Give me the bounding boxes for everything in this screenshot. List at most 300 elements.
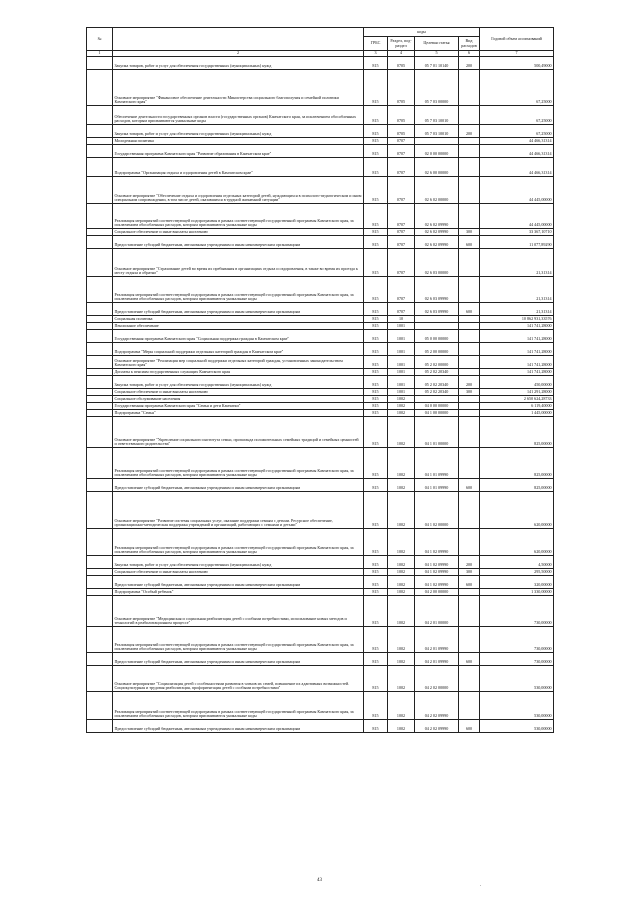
cell-sec: 1002 — [388, 589, 415, 596]
cell-name: Обеспечение деятельности государственных органов власти (государственных органов) Камчатского края, за исключением обособленных расходов, которым присваиваются уникальные коды — [113, 106, 364, 125]
table-row — [87, 576, 554, 589]
row-number-cell — [87, 369, 113, 376]
cell-type — [459, 369, 480, 376]
cell-grbs: 815 — [364, 417, 388, 448]
cell-type — [459, 323, 480, 330]
cell-name: Основное мероприятие "Страхование детей во время их пребывания в организациях отдыха и оздоровления, в также во время их проезда к месту отдыха и обратно" — [113, 249, 364, 277]
cell-sec: 1002 — [388, 529, 415, 556]
cell-art: 04 2 02 00000 — [415, 666, 459, 692]
cell-name: Подпрограмма "Меры социальной поддержки отдельных категорий граждан в Камчатском крае" — [113, 343, 364, 356]
table-row — [87, 692, 554, 720]
header-amount: Годовой объем ассигнований — [480, 28, 554, 51]
cell-name: Подпрограмма "Особый ребенок" — [113, 589, 364, 596]
cell-sec: 1001 — [388, 389, 415, 396]
table-row — [87, 410, 554, 417]
header-name — [113, 28, 364, 51]
cell-grbs: 815 — [364, 303, 388, 316]
cell-type: 300 — [459, 569, 480, 576]
cell-sum: 825,00000 — [480, 448, 554, 479]
column-index: 7 — [480, 51, 554, 57]
cell-type — [459, 106, 480, 125]
cell-sec: 0707 — [388, 249, 415, 277]
cell-grbs: 815 — [364, 343, 388, 356]
row-number-cell — [87, 448, 113, 479]
table-row — [87, 204, 554, 229]
cell-name: Социальное обеспечение и иные выплаты населению — [113, 569, 364, 576]
cell-name: Закупка товаров, работ и услуг для обеспечения государственных (муниципальных) нужд — [113, 125, 364, 138]
cell-sum: 44 445,00000 — [480, 204, 554, 229]
cell-name: Закупка товаров, работ и услуг для обеспечения государственных (муниципальных) нужд — [113, 376, 364, 389]
cell-grbs: 815 — [364, 666, 388, 692]
cell-sum: 44 466,31314 — [480, 145, 554, 158]
cell-grbs: 815 — [364, 653, 388, 666]
cell-sum: 2 650 624,28733 — [480, 396, 554, 403]
cell-type: 600 — [459, 479, 480, 492]
column-index: 3 — [364, 51, 388, 57]
cell-grbs: 815 — [364, 396, 388, 403]
cell-grbs: 815 — [364, 316, 388, 323]
cell-grbs: 815 — [364, 369, 388, 376]
header-section: Раздел, под-раздел — [388, 37, 415, 51]
cell-name: Молодежная политика — [113, 138, 364, 145]
cell-grbs: 815 — [364, 596, 388, 627]
cell-type: 200 — [459, 57, 480, 70]
row-number-cell — [87, 529, 113, 556]
cell-art: 05 7 03 00000 — [415, 70, 459, 106]
cell-grbs: 815 — [364, 627, 388, 653]
header-num: № — [87, 28, 113, 51]
table-row — [87, 125, 554, 138]
table-row — [87, 369, 554, 376]
cell-grbs: 815 — [364, 236, 388, 249]
cell-art: 04 1 02 09990 — [415, 569, 459, 576]
cell-grbs: 815 — [364, 410, 388, 417]
cell-sum: 450,00000 — [480, 376, 554, 389]
table-row — [87, 653, 554, 666]
row-number-cell — [87, 145, 113, 158]
cell-grbs: 815 — [364, 479, 388, 492]
cell-name: Предоставление субсидий бюджетным, автономным учреждениям и иным некоммерческим организациям — [113, 236, 364, 249]
column-index: 2 — [113, 51, 364, 57]
cell-name: Реализация мероприятий соответствующей подпрограммы в рамках соответствующей государственной программы Камчатского края, за исключением обособленных расходов, которым присваиваются уникальные коды — [113, 529, 364, 556]
row-number-cell — [87, 236, 113, 249]
row-number-cell — [87, 57, 113, 70]
cell-art: 04 2 02 09990 — [415, 692, 459, 720]
cell-sec: 10 — [388, 316, 415, 323]
cell-art: 02 6 02 00000 — [415, 177, 459, 204]
cell-sec: 0705 — [388, 106, 415, 125]
row-number-cell — [87, 323, 113, 330]
cell-name: Закупка товаров, работ и услуг для обеспечения государственных (муниципальных) нужд — [113, 556, 364, 569]
cell-name: Основное мероприятие "Медицинская и социальная реабилитация детей с особыми потребностями, использование новых методов и технологий в реабилитационном процессе" — [113, 596, 364, 627]
cell-name: Социальное обеспечение и иные выплаты населению — [113, 229, 364, 236]
row-number-cell — [87, 229, 113, 236]
cell-sum: 730,00000 — [480, 627, 554, 653]
header-article: Целевая статья — [415, 37, 459, 51]
cell-art: 05 2 02 20340 — [415, 376, 459, 389]
cell-sec: 1001 — [388, 343, 415, 356]
cell-sum: 141 741,28000 — [480, 369, 554, 376]
cell-sec: 1002 — [388, 720, 415, 733]
cell-grbs: 815 — [364, 692, 388, 720]
table-row — [87, 403, 554, 410]
cell-sec: 1002 — [388, 666, 415, 692]
cell-type — [459, 666, 480, 692]
table-row — [87, 236, 554, 249]
cell-name: Подпрограмма "Семья" — [113, 410, 364, 417]
cell-sum: 21,31314 — [480, 249, 554, 277]
row-number-cell — [87, 627, 113, 653]
cell-type: 300 — [459, 389, 480, 396]
row-number-cell — [87, 70, 113, 106]
cell-grbs: 815 — [364, 330, 388, 343]
cell-sum: 141 291,28000 — [480, 389, 554, 396]
cell-name: Реализация мероприятий соответствующей подпрограммы в рамках соответствующей государственной программы Камчатского края, за исключением обособленных расходов, которым присваиваются уникальные коды — [113, 627, 364, 653]
header-grbs: ГРБС — [364, 37, 388, 51]
table-row — [87, 627, 554, 653]
cell-type: 600 — [459, 653, 480, 666]
cell-sec: 1002 — [388, 403, 415, 410]
cell-type — [459, 448, 480, 479]
cell-type — [459, 417, 480, 448]
cell-name: Пенсионное обеспечение — [113, 323, 364, 330]
cell-sec: 1002 — [388, 556, 415, 569]
cell-sum: 500,49000 — [480, 57, 554, 70]
cell-type — [459, 177, 480, 204]
cell-sum: 67,25000 — [480, 70, 554, 106]
cell-sum: 825,00000 — [480, 417, 554, 448]
cell-art: 04 2 00 00000 — [415, 589, 459, 596]
cell-art: 02 6 03 00000 — [415, 249, 459, 277]
cell-type — [459, 249, 480, 277]
cell-sec: 1001 — [388, 356, 415, 369]
cell-sec: 1001 — [388, 323, 415, 330]
table-row — [87, 303, 554, 316]
row-number-cell — [87, 303, 113, 316]
table-row — [87, 529, 554, 556]
row-number-cell — [87, 356, 113, 369]
cell-type: 600 — [459, 720, 480, 733]
table-row — [87, 229, 554, 236]
cell-name: Реализация мероприятий соответствующей подпрограммы в рамках соответствующей государственной программы Камчатского края, за исключением обособленных расходов, которым присваиваются уникальные коды — [113, 692, 364, 720]
cell-sum: 530,00000 — [480, 666, 554, 692]
row-number-cell — [87, 479, 113, 492]
cell-name: Реализация мероприятий соответствующей подпрограммы в рамках соответствующей государственной программы Камчатского края, за исключением обособленных расходов, которым присваиваются уникальные коды — [113, 448, 364, 479]
cell-grbs: 815 — [364, 145, 388, 158]
table-row — [87, 569, 554, 576]
cell-sec: 1002 — [388, 410, 415, 417]
row-number-cell — [87, 720, 113, 733]
row-number-cell — [87, 692, 113, 720]
cell-name: Социальное обеспечение и иные выплаты населению — [113, 389, 364, 396]
cell-name: Основное мероприятие "Реализация мер социальной поддержки отдельных категорий граждан, установленных законодательством Камчатского края" — [113, 356, 364, 369]
table-row — [87, 277, 554, 303]
row-number-cell — [87, 492, 113, 529]
table-row — [87, 138, 554, 145]
cell-type — [459, 316, 480, 323]
cell-type: 600 — [459, 236, 480, 249]
cell-name: Основное мероприятие "Социализация детей с особенностями развития в членов их семей, повышение их адаптивных возможностей. Социокультурная и трудовая реабилитация, профориентация детей с особыми потребностями" — [113, 666, 364, 692]
table-row — [87, 417, 554, 448]
cell-sec: 1002 — [388, 492, 415, 529]
header-codes: коды — [364, 28, 480, 37]
cell-art: 04 2 01 09990 — [415, 653, 459, 666]
table-row — [87, 158, 554, 177]
cell-sum: 730,00000 — [480, 653, 554, 666]
cell-art: 04 1 02 00000 — [415, 492, 459, 529]
cell-grbs: 815 — [364, 556, 388, 569]
cell-type — [459, 403, 480, 410]
cell-type — [459, 145, 480, 158]
cell-type: 200 — [459, 125, 480, 138]
cell-art: 04 1 01 09990 — [415, 479, 459, 492]
cell-art: 05 2 02 20340 — [415, 389, 459, 396]
row-number-cell — [87, 417, 113, 448]
table-row — [87, 376, 554, 389]
row-number-cell — [87, 589, 113, 596]
cell-name: Предоставление субсидий бюджетным, автономным учреждениям и иным некоммерческим организациям — [113, 720, 364, 733]
cell-grbs: 815 — [364, 569, 388, 576]
cell-art: 02 6 02 09990 — [415, 229, 459, 236]
cell-name: Основное мероприятие "Финансовое обеспечение деятельности Министерства социального благополучия и семейной политики Камчатского края" — [113, 70, 364, 106]
cell-art: 02 6 02 09990 — [415, 204, 459, 229]
table-row — [87, 70, 554, 106]
cell-sec: 1001 — [388, 330, 415, 343]
table-row — [87, 316, 554, 323]
cell-sum: 10 862 931,33576 — [480, 316, 554, 323]
table-row — [87, 556, 554, 569]
cell-art: 04 1 02 09990 — [415, 529, 459, 556]
column-index: 1 — [87, 51, 113, 57]
cell-sum: 730,00000 — [480, 596, 554, 627]
cell-type — [459, 277, 480, 303]
column-index: 5 — [415, 51, 459, 57]
table-row — [87, 177, 554, 204]
cell-art: 04 0 00 00000 — [415, 403, 459, 410]
cell-sum: 1 330,00000 — [480, 589, 554, 596]
cell-grbs: 815 — [364, 249, 388, 277]
cell-sum: 320,00000 — [480, 576, 554, 589]
table-row — [87, 343, 554, 356]
cell-grbs: 815 — [364, 403, 388, 410]
cell-sum: 620,00000 — [480, 529, 554, 556]
row-number-cell — [87, 403, 113, 410]
cell-name: Основное мероприятие "Обеспечение отдыха и оздоровления отдельных категорий детей, нуждающихся в психолого-педагогическом и ином специальном сопровождении, в том числе детей, оказавшихся в трудной жизненной ситуации" — [113, 177, 364, 204]
cell-name: Государственная программа Камчатского края "Социальная поддержка граждан в Камчатском крае" — [113, 330, 364, 343]
cell-art — [415, 396, 459, 403]
cell-name: Основное мероприятие "Укрепление социального института семьи, пропаганда положительных семейных традиций и семейных ценностей и ответственного родительства" — [113, 417, 364, 448]
cell-sec: 1002 — [388, 576, 415, 589]
cell-type — [459, 330, 480, 343]
table-row — [87, 448, 554, 479]
cell-sec: 1002 — [388, 627, 415, 653]
row-number-cell — [87, 343, 113, 356]
table-row — [87, 145, 554, 158]
cell-type — [459, 396, 480, 403]
cell-sum: 620,00000 — [480, 492, 554, 529]
cell-sec: 1002 — [388, 448, 415, 479]
cell-sum: 295,50000 — [480, 569, 554, 576]
cell-sum: 530,00000 — [480, 720, 554, 733]
cell-grbs: 815 — [364, 720, 388, 733]
cell-name: Государственная программа Камчатского края "Развитие образования в Камчатском крае" — [113, 145, 364, 158]
row-number-cell — [87, 177, 113, 204]
table-row — [87, 356, 554, 369]
cell-sec: 1002 — [388, 653, 415, 666]
row-number-cell — [87, 158, 113, 177]
cell-art: 04 2 01 09990 — [415, 627, 459, 653]
cell-type — [459, 204, 480, 229]
cell-name: Социальное обслуживание населения — [113, 396, 364, 403]
cell-type — [459, 589, 480, 596]
cell-name: Государственная программа Камчатского края "Семья и дети Камчатки" — [113, 403, 364, 410]
cell-type — [459, 529, 480, 556]
cell-type — [459, 627, 480, 653]
row-number-cell — [87, 376, 113, 389]
cell-sum: 141 741,28000 — [480, 323, 554, 330]
cell-name: Реализация мероприятий соответствующей подпрограммы в рамках соответствующей государственной программы Камчатского края, за исключением обособленных расходов, которым присваиваются уникальные коды — [113, 204, 364, 229]
cell-name: Предоставление субсидий бюджетным, автономным учреждениям и иным некоммерческим организациям — [113, 303, 364, 316]
cell-sec: 0705 — [388, 70, 415, 106]
cell-art: 02 0 00 00000 — [415, 145, 459, 158]
cell-type — [459, 492, 480, 529]
cell-art — [415, 138, 459, 145]
cell-type — [459, 596, 480, 627]
footer-mark: . — [480, 883, 482, 888]
cell-art: 02 6 00 00000 — [415, 158, 459, 177]
cell-name: Предоставление субсидий бюджетным, автономным учреждениям и иным некоммерческим организациям — [113, 576, 364, 589]
table-row — [87, 57, 554, 70]
row-number-cell — [87, 277, 113, 303]
cell-art: 05 2 00 00000 — [415, 343, 459, 356]
cell-grbs: 815 — [364, 529, 388, 556]
cell-type — [459, 343, 480, 356]
row-number-cell — [87, 396, 113, 403]
cell-name: Доплаты к пенсиям государственных служащих Камчатского края — [113, 369, 364, 376]
cell-art: 05 0 00 00000 — [415, 330, 459, 343]
column-index: 4 — [388, 51, 415, 57]
cell-sec: 1002 — [388, 596, 415, 627]
cell-sec: 0707 — [388, 204, 415, 229]
table-row — [87, 589, 554, 596]
cell-sum: 33 367,10710 — [480, 229, 554, 236]
row-number-cell — [87, 556, 113, 569]
cell-grbs: 815 — [364, 125, 388, 138]
cell-grbs: 815 — [364, 70, 388, 106]
cell-sec: 0707 — [388, 303, 415, 316]
budget-table — [86, 27, 554, 733]
row-number-cell — [87, 410, 113, 417]
cell-art: 04 2 01 00000 — [415, 596, 459, 627]
row-number-cell — [87, 138, 113, 145]
cell-type — [459, 410, 480, 417]
cell-sum: 530,00000 — [480, 692, 554, 720]
cell-art: 05 2 02 20340 — [415, 369, 459, 376]
cell-sum: 825,00000 — [480, 479, 554, 492]
cell-art — [415, 323, 459, 330]
cell-grbs: 815 — [364, 589, 388, 596]
cell-name: Основное мероприятие "Развитие системы социальных услуг, оказание поддержки семьям с детьми. Ресурсное обеспечение, организационно-методическая поддержка учреждений и организаций, работающих с семьями и детьми" — [113, 492, 364, 529]
cell-name: Предоставление субсидий бюджетным, автономным учреждениям и иным некоммерческим организациям — [113, 653, 364, 666]
cell-art: 05 7 03 10010 — [415, 106, 459, 125]
cell-sec: 0707 — [388, 229, 415, 236]
cell-name: Подпрограмма "Организация отдыха и оздоровления детей в Камчатском крае" — [113, 158, 364, 177]
row-number-cell — [87, 596, 113, 627]
cell-art: 04 1 02 09990 — [415, 556, 459, 569]
row-number-cell — [87, 330, 113, 343]
table-row — [87, 596, 554, 627]
cell-sec: 1002 — [388, 479, 415, 492]
cell-sec: 0705 — [388, 57, 415, 70]
header-exp-type: Вид расходов — [459, 37, 480, 51]
cell-sec: 0707 — [388, 177, 415, 204]
cell-sum: 44 466,31314 — [480, 158, 554, 177]
table-row — [87, 106, 554, 125]
cell-sum: 4,50000 — [480, 556, 554, 569]
cell-type — [459, 138, 480, 145]
cell-sum: 11 077,89290 — [480, 236, 554, 249]
cell-sec: 1002 — [388, 417, 415, 448]
cell-sum: 141 741,28000 — [480, 356, 554, 369]
row-number-cell — [87, 204, 113, 229]
cell-art: 04 1 00 00000 — [415, 410, 459, 417]
row-number-cell — [87, 653, 113, 666]
cell-type — [459, 692, 480, 720]
cell-sum: 1 445,00000 — [480, 410, 554, 417]
cell-type: 300 — [459, 229, 480, 236]
table-row — [87, 249, 554, 277]
table-row — [87, 666, 554, 692]
table-row — [87, 396, 554, 403]
row-number-cell — [87, 316, 113, 323]
cell-grbs: 815 — [364, 229, 388, 236]
cell-sec: 0707 — [388, 138, 415, 145]
table-row — [87, 479, 554, 492]
cell-art: 02 6 02 09990 — [415, 236, 459, 249]
row-number-cell — [87, 249, 113, 277]
cell-grbs: 815 — [364, 448, 388, 479]
table-body — [87, 57, 554, 733]
cell-type: 600 — [459, 303, 480, 316]
row-number-cell — [87, 106, 113, 125]
cell-grbs: 815 — [364, 204, 388, 229]
row-number-cell — [87, 389, 113, 396]
cell-sec: 0707 — [388, 236, 415, 249]
cell-sum: 44 466,31314 — [480, 138, 554, 145]
cell-grbs: 815 — [364, 57, 388, 70]
cell-name: Реализация мероприятий соответствующей подпрограммы в рамках соответствующей государственной программы Камчатского края, за исключением обособленных расходов, которым присваиваются уникальные коды — [113, 277, 364, 303]
cell-sec: 0707 — [388, 145, 415, 158]
cell-name: Предоставление субсидий бюджетным, автономным учреждениям и иным некоммерческим организациям — [113, 479, 364, 492]
cell-grbs: 815 — [364, 576, 388, 589]
cell-art: 05 7 03 10010 — [415, 125, 459, 138]
row-number-cell — [87, 576, 113, 589]
cell-name: Социальная политика — [113, 316, 364, 323]
cell-grbs: 815 — [364, 323, 388, 330]
cell-art — [415, 316, 459, 323]
cell-sum: 6 119,40000 — [480, 403, 554, 410]
cell-sum: 67,25000 — [480, 125, 554, 138]
cell-grbs: 815 — [364, 389, 388, 396]
table-row — [87, 323, 554, 330]
cell-grbs: 815 — [364, 277, 388, 303]
row-number-cell — [87, 666, 113, 692]
cell-art: 04 2 02 09990 — [415, 720, 459, 733]
cell-art: 02 6 03 09990 — [415, 303, 459, 316]
cell-grbs: 815 — [364, 492, 388, 529]
cell-type: 200 — [459, 376, 480, 389]
cell-type: 600 — [459, 576, 480, 589]
